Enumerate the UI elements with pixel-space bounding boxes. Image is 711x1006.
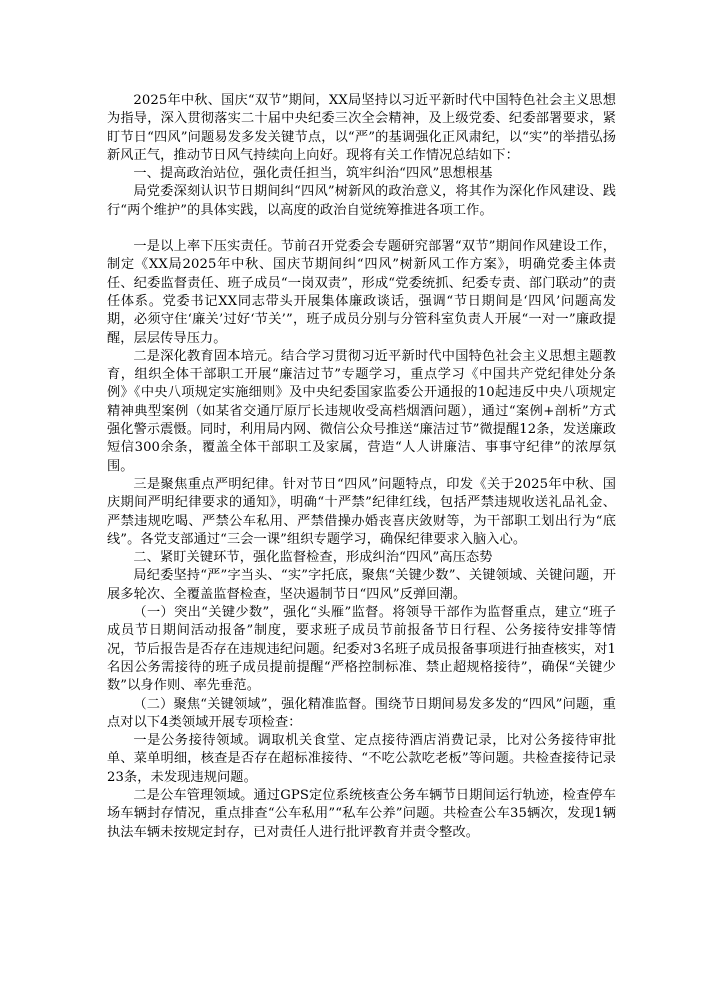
section-1-intro: 局党委深刻认识节日期间纠“四风”树新风的政治意义，将其作为深化作风建设、践行“两个维护”的具体实践，以高度的政治自觉统筹推进各项工作。: [107, 184, 616, 218]
document-body: [107, 92, 616, 842]
section-2-intro: 局纪委坚持“严”字当头、“实”字托底，聚焦“关键少数”、关键领域、关键问题，开展多轮次、全覆盖监督检查，坚决遏制节日“四风”反弹回潮。: [107, 568, 616, 602]
paragraph-reception: 一是公务接待领域。调取机关食堂、定点接待酒店消费记录，比对公务接待审批单、菜单明细，核查是否存在超标准接待、“不吃公款吃老板”等问题。共检查接待记录23条，未发现违规问题。: [107, 733, 616, 785]
paragraph-responsibility: 一是以上率下压实责任。节前召开党委会专题研究部署“双节”期间作风建设工作，制定《XX局2025年中秋、国庆节期间纠“四风”树新风工作方案》，明确党委主体责任、纪委监督责任、班子成员“一岗双责”，形成“党委统抓、纪委专责、部门联动”的责任体系。党委书记XX同志带头开展集体廉政谈话，强调“节日期间是‘四风’问题高发期，必须守住‘廉关’过好‘节关’”，班子成员分别与分管科室负责人开展“一对一”廉政提醒，层层传导压力。: [107, 239, 616, 346]
section-heading-1: 一、提高政治站位，强化责任担当，筑牢纠治“四风”思想根基: [133, 166, 493, 182]
paragraph-key-minority: （一）突出“关键少数”，强化“头雁”监督。将领导干部作为监督重点，建立“班子成员节日期间活动报备”制度，要求班子成员节前报备节日行程、公务接待安排等情况，节后报告是否存在违规违纪问题。纪委对3名班子成员报备事项进行抽查核实，对1名因公务需接待的班子成员提前提醒“严格控制标准、禁止超规格接待”，确保“关键少数”以身作则、率先垂范。: [107, 605, 616, 694]
paragraph-key-areas: （二）聚焦“关键领域”，强化精准监督。围绕节日期间易发多发的“四风”问题，重点对以下4类领域开展专项检查：: [107, 696, 616, 730]
paragraph-discipline: 三是聚焦重点严明纪律。针对节日“四风”问题特点，印发《关于2025年中秋、国庆期间严明纪律要求的通知》，明确“十严禁”纪律红线，包括严禁违规收送礼品礼金、严禁违规吃喝、严禁公车私用、严禁借操办婚丧喜庆敛财等，为干部职工划出行为“底线”。各党支部通过“三会一课”组织专题学习，确保纪律要求入脑入心。: [107, 476, 616, 547]
section-heading-2: 二、紧盯关键环节，强化监督检查，形成纠治“四风”高压态势: [133, 550, 493, 566]
intro-paragraph: 2025年中秋、国庆“双节”期间，XX局坚持以习近平新时代中国特色社会主义思想为指导，深入贯彻落实二十届中央纪委三次全会精神，及上级党委、纪委部署要求，紧盯节日“四风”问题易发多发关键节点，以“严”的基调强化正风肃纪，以“实”的举措弘扬新风正气，推动节日风气持续向上向好。现将有关工作情况总结如下：: [107, 93, 616, 163]
paragraph-education: 二是深化教育固本培元。结合学习贯彻习近平新时代中国特色社会主义思想主题教育，组织全体干部职工开展“廉洁过节”专题学习，重点学习《中国共产党纪律处分条例》《中央八项规定实施细则》及中央纪委国家监委公开通报的10起违反中央八项规定精神典型案例（如某省交通厅原厅长违规收受高档烟酒问题），通过“案例+剖析”方式强化警示震慑。同时，利用局内网、微信公众号推送“廉洁过节”微提醒12条，发送廉政短信300余条，覆盖全体干部职工及家属，营造“人人讲廉洁、事事守纪律”的浓厚氛围。: [107, 348, 617, 474]
paragraph-vehicles: 二是公车管理领域。通过GPS定位系统核查公务车辆节日期间运行轨迹，检查停车场车辆封存情况，重点排查“公车私用”“私车公养”问题。共检查公车35辆次，发现1辆执法车辆未按规定封存，已对责任人进行批评教育并责令整改。: [107, 787, 616, 840]
